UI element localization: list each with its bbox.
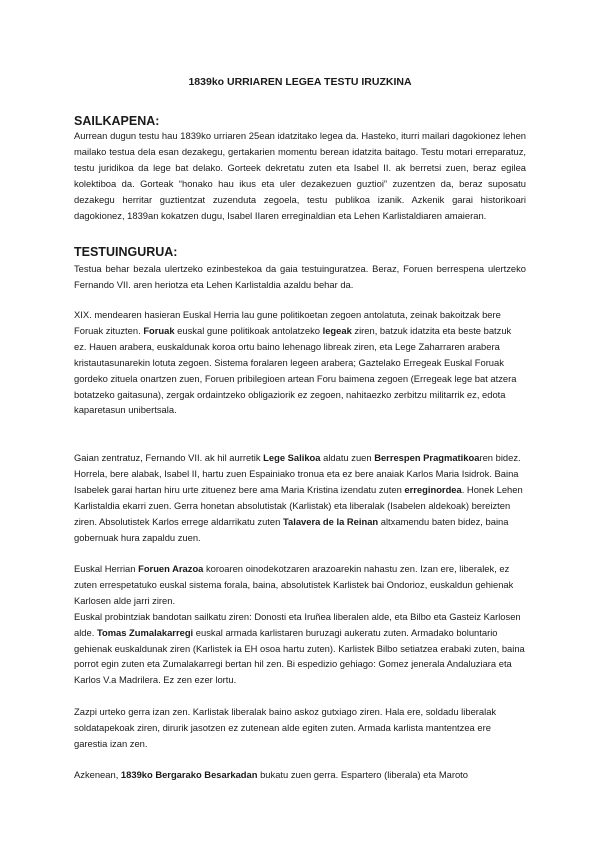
sailkapena-heading: SAILKAPENA: [74, 114, 160, 128]
text-run: bukatu zuen gerra. Espartero (liberala) eta Maroto [257, 769, 468, 780]
bold-term-foruak: Foruak [143, 324, 175, 336]
bold-term-erreginordea: erreginordea [404, 483, 462, 495]
testuingurua-heading: TESTUINGURUA: [74, 245, 178, 259]
text-run: Euskal Herrian [74, 563, 139, 574]
bold-term-lege-salikoa: Lege Salikoa [263, 452, 321, 463]
lege-salikoa-paragraph [74, 450, 526, 545]
text-run: euskal armada karlistaren buruzagi aukeratu zuten. Armadako boluntario gehienak euskaldunak ziren (Karlistek ia EH osoa hartu zuten). Karlistek Bilbo setiatzea erabaki zuten, baina porrot egin zuten eta Zumalakarregi bertan hil zen. Bi espedizio gehiago: Gomez jenerala Andaluziara eta Karlos V.a Madrilera. Ez zen ezer lortu. [74, 626, 525, 686]
text-run: euskal gune politikoak antolatzeko [174, 324, 323, 336]
text-run: ziren, batzuk idatzita eta beste batzuk ez. Hauen arabera, euskaldunak koroa ortu baino lehenago libreak ziren, eta Lege Zaharraren arabera kristautasunarekin lotuta zegoen. Sistema foralaren legeen arabera; Gaztelako Erregeak Euskal Foruak gordeko zituela onartzen zuen, Foruen pribilegioen artean Foru baimena zegoen (Erregeak lege bat atzera botatzeko gaitasuna), zergak ordaintzeko obligaziorik ez zegoen, nahitaezko zerbitzu militarrik ez, edota kaparetasun unibertsala. [74, 324, 517, 416]
foruak-paragraph [74, 307, 526, 418]
text-run: ren bidez. Horrela, bere alabak, Isabel II, hartu zuen Espainiako tronua eta ez bere anaiak Karlos Maria Isidrok. Baina Isabelek garai hartan hiru urte zituenez bere ama Maria Kristina izendatu zuten [74, 452, 521, 495]
text-run: koroaren oinodekotzaren arazoarekin nahastu zen. Izan ere, liberalek, ez zuten errespetatuko euskal sistema forala, baina, absolutistek Karlistek bai Ondorioz, euskaldun gehienak Karlosen alde jarri ziren. [74, 563, 514, 606]
bold-term-talavera: Talavera de la Reinan [282, 515, 379, 527]
bold-term-zumalakarregi: Tomas Zumalakarregi [96, 626, 194, 638]
text-run: . Honek Lehen Karlistaldia ekarri zuen. Gerra honetan absolutistak (Karlistak) eta liberalak (Isabelen aldekoak) bereizten ziren. Absolutistek Karlos errege aldarrikatu zuten [74, 483, 523, 527]
gerra-paragraph: Zazpi urteko gerra izan zen. Karlistak liberalak baino askoz gutxiago ziren. Hala ere, soldadu liberalak soldatapekoak ziren, dirurik jasotzen ez zutenean alde egiten zuten. Armada karlista mantentzea ere garestia izan zen. [74, 706, 497, 749]
text-run: Gaian zentratuz, Fernando VII. ak hil aurretik [74, 452, 264, 463]
bold-term-berrespen-pragmatikoa: Berrespen Pragmatikoa [374, 452, 480, 463]
bold-term-legeak: legeak [322, 324, 352, 336]
bold-term-bergarako-besarkada: 1839ko Bergarako Besarkadan [120, 769, 258, 780]
text-run: Euskal probintziak bandotan sailkatu ziren: Donosti eta Iruñea liberalen alde, eta Bilbo eta Gasteiz Karlosen alde. [74, 610, 521, 638]
text-run: altxamendu baten bidez, baina gobernuak hura zapaldu zuen. [74, 515, 509, 543]
foruen-arazoa-paragraph [74, 561, 526, 688]
testuingurua-intro-paragraph: Testua behar bezala ulertzeko ezinbestekoa da gaia testuinguratzea. Beraz, Foruen berrespena ulertzeko Fernando VII. aren heriotza eta Lehen Karlistaldia azaldu behar da. [74, 263, 526, 290]
text-run: XIX. mendearen hasieran Euskal Herria lau gune politikoetan zegoen antolatuta, zeinak bakoitzak bere Foruak zituzten. [74, 309, 501, 336]
bergara-paragraph [74, 767, 526, 783]
sailkapena-paragraph: Aurrean dugun testu hau 1839ko urriaren 25ean idatzitako legea da. Hasteko, iturri mailari dagokionez lehen mailako testua dela esan dezakegu, gertakarien momentu berean idatzita baitago. Testu motari erreparatuz, testu juridikoa da lege bat delako. Gorteek dekretatu zuten eta Isabel II. ak berretsi zuen, beraz egilea kolektiboa da. Gorteak “honako hau ikus eta uler dezakezuen guztioi” zuzentzen da, beraz suposatu dezakegu herritar guztientzat zuzenduta zegoela, testu publikoa izanik. Azkenik garai historikoari dagokionez, 1839an kokatzen dugu, Isabel IIaren erreginaldian eta Lehen Karlistaldiaren amaieran. [74, 130, 526, 221]
document-title: 1839ko URRIAREN LEGEA TESTU IRUZKINA [188, 76, 412, 88]
text-run: Azkenean, [74, 769, 121, 780]
bold-term-foruen-arazoa: Foruen Arazoa [138, 563, 204, 574]
text-run: aldatu zuen [320, 452, 375, 463]
